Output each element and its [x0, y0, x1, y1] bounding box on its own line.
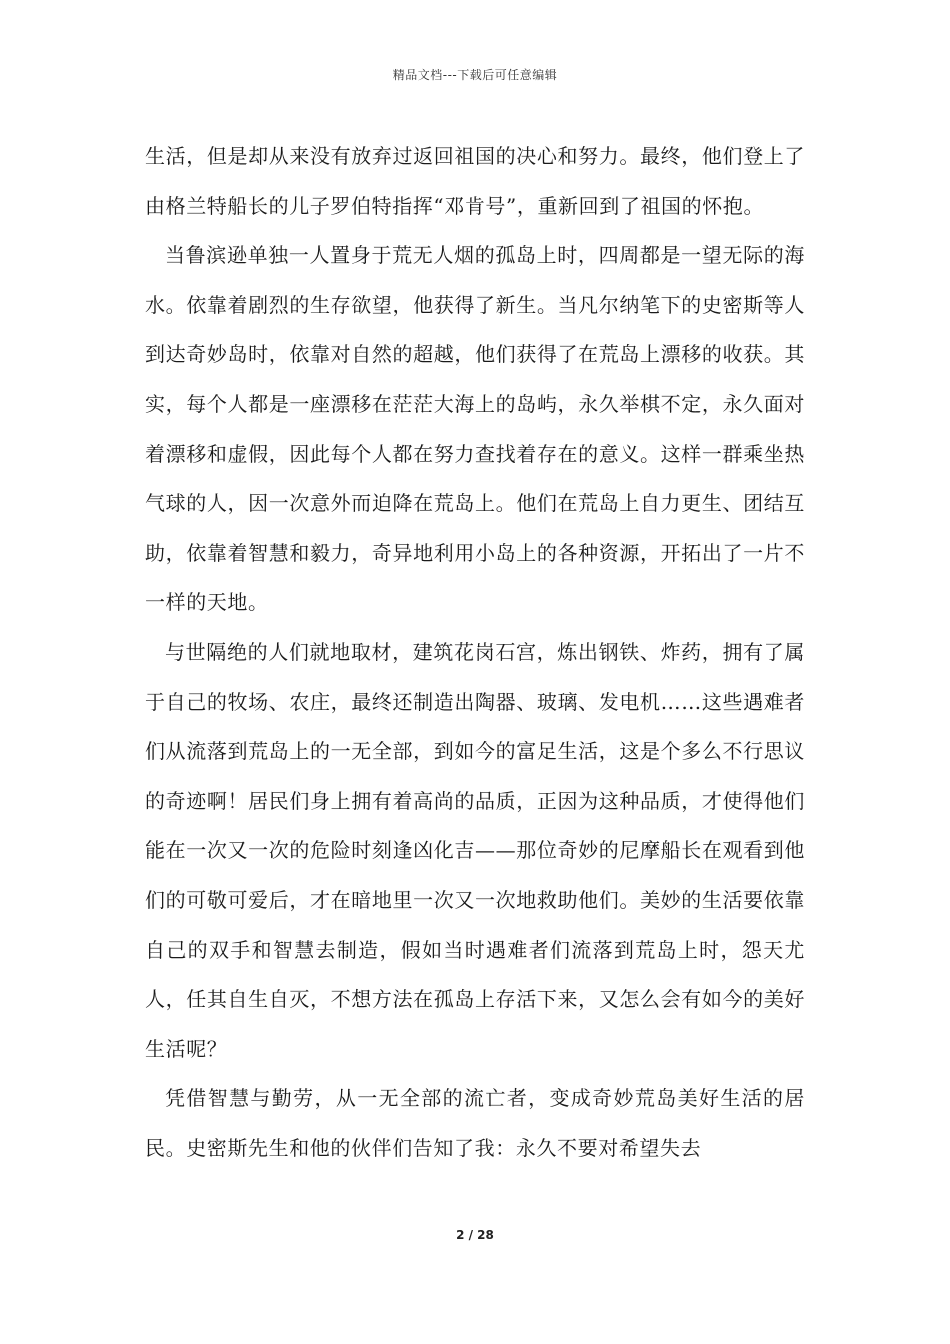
paragraph-wisdom: 凭借智慧与勤劳，从一无全部的流亡者，变成奇妙荒岛美好生活的居民。史密斯先生和他的伙伴们告知了我：永久不要对希望失去: [145, 1086, 805, 1160]
paragraph-continuation: 生活，但是却从来没有放弃过返回祖国的决心和努力。最终，他们登上了由格兰特船长的儿子罗伯特指挥“邓肯号”，重新回到了祖国的怀抱。: [145, 144, 805, 218]
page-number: 2 / 28: [456, 1228, 494, 1242]
paragraph-robinson: 当鲁滨逊单独一人置身于荒无人烟的孤岛上时，四周都是一望无际的海水。依靠着剧烈的生存欲望，他获得了新生。当凡尔纳笔下的史密斯等人到达奇妙岛时，依靠对自然的超越，他们获得了在荒岛上漂移的收获。其实，每个人都是一座漂移在茫茫大海上的岛屿，永久举棋不定，永久面对着漂移和虚假，因此每个人都在努力查找着存在的意义。这样一群乘坐热气球的人，因一次意外而迫降在荒岛上。他们在荒岛上自力更生、团结互助，依靠着智慧和毅力，奇异地利用小岛上的各种资源，开拓出了一片不一样的天地。: [145, 243, 805, 615]
paragraph-isolated-people: 与世隔绝的人们就地取材，建筑花岗石宫，炼出钢铁、炸药，拥有了属于自己的牧场、农庄，最终还制造出陶器、玻璃、发电机……这些遇难者们从流落到荒岛上的一无全部，到如今的富足生活，这是个多么不行思议的奇迹啊！居民们身上拥有着高尚的品质，正因为这种品质，才使得他们能在一次又一次的危险时刻逢凶化吉——那位奇妙的尼摩船长在观看到他们的可敬可爱后，才在暗地里一次又一次地救助他们。美妙的生活要依靠自己的双手和智慧去制造，假如当时遇难者们流落到荒岛上时，怨天尤人，任其自生自灭，不想方法在孤岛上存活下来，又怎么会有如今的美好生活呢？: [145, 639, 805, 1061]
page-header: 精品文档---下载后可任意编辑: [392, 68, 558, 82]
document-body: [145, 132, 805, 1173]
